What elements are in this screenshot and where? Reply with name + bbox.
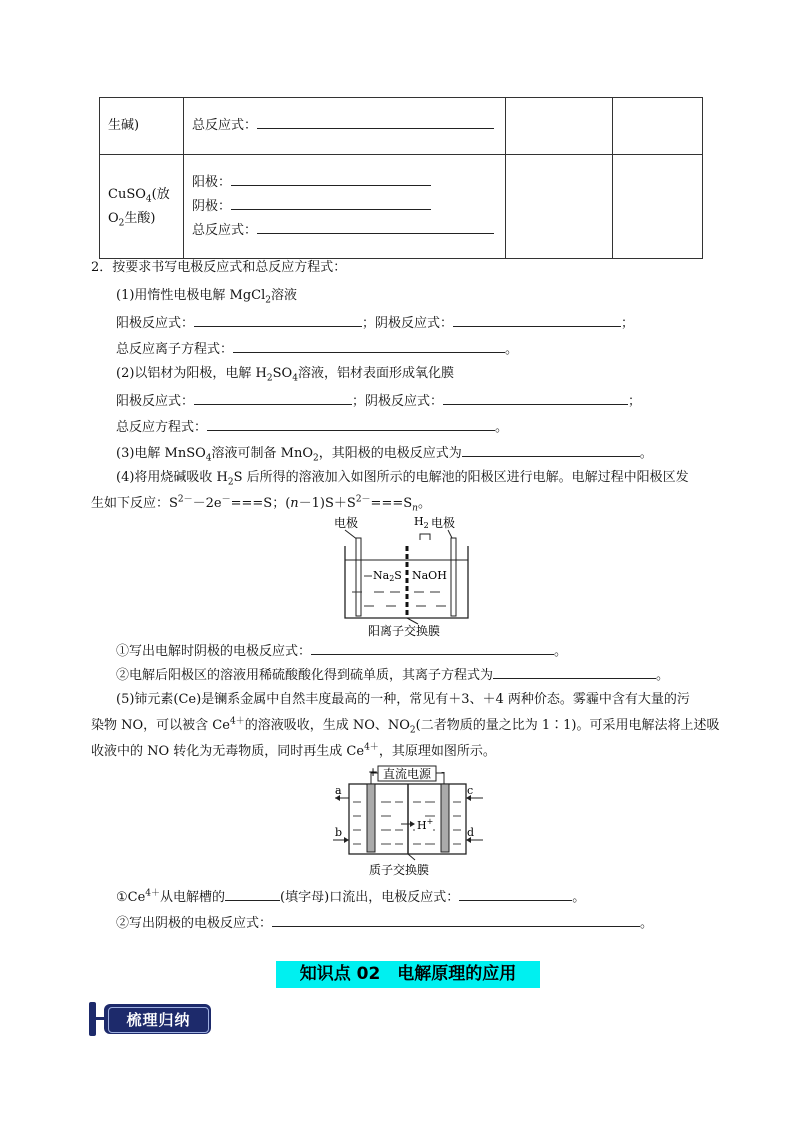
question-title: 2．按要求书写电极反应式和总反应方程式： [91, 260, 347, 275]
part2-electrodes [116, 390, 641, 412]
answer-blank[interactable] [257, 114, 494, 129]
text: S 后所得的溶液加入如图所示的电解池的阳极区进行电解。电解过程中阳极区发 [233, 470, 689, 485]
cathode-label: ；阴极反应式： [362, 316, 454, 331]
text: ①Ce [116, 890, 146, 905]
row1-col4 [613, 98, 703, 155]
sup: + [426, 817, 434, 826]
text: (二者物质的量之比为 1∶1)。可采用电解法将上述吸 [415, 718, 720, 733]
text: ===S [370, 496, 413, 511]
part4-line2 [91, 494, 431, 514]
part3 [116, 442, 653, 464]
answer-blank[interactable] [225, 886, 280, 901]
release-text: (放 [151, 186, 170, 202]
cathode-plate [441, 784, 449, 852]
part4-q2 [116, 664, 669, 686]
text: (3)电解 MnSO [116, 446, 206, 461]
part5-line3 [91, 742, 496, 762]
row1-col1: 生碱) [100, 98, 184, 155]
answer-blank[interactable] [231, 195, 431, 210]
text: H [417, 819, 427, 832]
text: 。 [572, 890, 586, 905]
text: (填字母)口流出，电极反应式： [280, 890, 460, 905]
dc-power-label: 直流电源 [383, 767, 432, 781]
text: 溶液 [271, 288, 298, 303]
text: 。 [639, 446, 653, 461]
plus-sign: + [368, 765, 379, 779]
answer-blank[interactable] [257, 219, 494, 234]
anode-label: 阳极反应式： [116, 316, 195, 331]
ionic-label: 总反应离子方程式： [116, 342, 234, 357]
text: 。 [417, 496, 431, 511]
sub: 4 [205, 453, 212, 464]
sup: 4＋ [364, 742, 379, 753]
electrode-right-label: 电极 [431, 516, 456, 530]
total-label: 总反应方程式： [116, 420, 208, 435]
banner-connector [96, 1017, 104, 1020]
row2-col4 [613, 155, 703, 259]
text: (4)将用烧碱吸收 H [116, 470, 228, 485]
text: ②电解后阳极区的溶液用稀硫酸酸化得到硫单质，其离子方程式为 [116, 668, 494, 683]
port-b-label: b [335, 826, 343, 839]
text: S [394, 569, 402, 582]
banner-bar [89, 1002, 96, 1036]
answer-blank[interactable] [231, 171, 431, 186]
text: H [414, 515, 424, 528]
banner-label: 梳理归纳 [108, 1007, 209, 1033]
text: 。 [495, 420, 509, 435]
text: (1)用惰性电极电解 MgCl [116, 288, 266, 303]
answer-blank[interactable] [443, 390, 628, 405]
text: 生如下反应：S [91, 496, 178, 511]
sup: 4＋ [145, 888, 161, 899]
text: n [290, 496, 299, 511]
leader [408, 854, 415, 860]
electrode-left-label: 电极 [334, 516, 359, 530]
table-row [100, 155, 703, 259]
part1-ionic [116, 338, 518, 360]
na2s-label [373, 569, 402, 583]
answer-blank[interactable] [272, 912, 640, 927]
answer-blank[interactable] [453, 312, 621, 327]
reaction-table [99, 97, 703, 259]
text: ===S；( [230, 496, 291, 511]
answer-blank[interactable] [459, 886, 572, 901]
part2-title [116, 364, 454, 384]
sup: 2－ [355, 494, 371, 505]
answer-blank[interactable] [311, 640, 554, 655]
electrode-right [451, 538, 456, 616]
text: ②写出阴极的电极反应式： [116, 916, 273, 931]
sub: 2 [423, 521, 429, 530]
membrane-label: 阳离子交换膜 [368, 624, 441, 638]
part1-electrodes [116, 312, 634, 334]
answer-blank[interactable] [233, 338, 505, 353]
table-row [100, 98, 703, 155]
o2-text: O [108, 210, 119, 226]
sub: 2 [118, 218, 125, 229]
text: 的溶液吸收，生成 NO、NO [244, 718, 410, 733]
electrode-left [356, 538, 361, 616]
text: 收液中的 NO 转化为无毒物质，同时再生成 Ce [91, 744, 365, 759]
sub: 2 [227, 477, 234, 488]
electrolysis-cell-diagram [330, 514, 480, 638]
summary-banner [89, 1002, 213, 1036]
sub: 4 [145, 194, 152, 205]
sup: 4＋ [229, 716, 245, 727]
text: (2)以铝材为阳极，电解 H [116, 366, 267, 381]
row2-col2 [184, 155, 506, 259]
gas-outlet [420, 534, 430, 540]
sub: 2 [313, 453, 319, 464]
part4-q1 [116, 640, 567, 662]
part5-line1: (5)铈元素(Ce)是镧系金属中自然丰度最高的一种，常见有＋3、＋4 两种价态。雾霾中含有大量的污 [116, 692, 690, 707]
row1-col2 [184, 98, 506, 155]
port-a-label: a [335, 784, 342, 797]
answer-blank[interactable] [493, 664, 656, 679]
part1-title [116, 286, 297, 306]
answer-blank[interactable] [462, 442, 640, 457]
part5-line2 [91, 716, 719, 736]
cuso4-text: CuSO [108, 186, 146, 202]
membrane-label: 质子交换膜 [369, 863, 430, 877]
text: ； [628, 394, 642, 409]
text: 溶液，铝材表面形成氧化膜 [297, 366, 454, 381]
port-c-label: c [467, 784, 474, 797]
text: 。 [554, 644, 568, 659]
sub: 2 [409, 725, 416, 736]
row2-col3 [506, 155, 613, 259]
row1-col3 [506, 98, 613, 155]
text: ，其阳极的电极反应式为 [318, 446, 462, 461]
text: ； [621, 316, 635, 331]
anode-label: 阳极反应式： [116, 394, 195, 409]
part5-q2 [116, 912, 653, 934]
anode-plate [367, 784, 375, 852]
sub: 2 [266, 373, 273, 384]
text: 染物 NO，可以被含 Ce [91, 718, 230, 733]
sub: n [412, 503, 418, 514]
text: 溶液可制备 MnO [211, 446, 314, 461]
text: SO [272, 366, 293, 381]
answer-blank[interactable] [194, 390, 352, 405]
text: －1)S＋S [298, 496, 356, 511]
sub: 4 [292, 373, 298, 384]
answer-blank[interactable] [207, 416, 495, 431]
section-heading: 知识点 02 电解原理的应用 [276, 961, 540, 988]
naoh-label: NaOH [412, 569, 447, 582]
anode-label: 阳极： [192, 174, 232, 190]
answer-blank[interactable] [194, 312, 362, 327]
part5-q1 [116, 886, 585, 908]
cathode-label: 阴极： [192, 198, 232, 214]
part4-line1 [116, 468, 689, 488]
text: 。 [505, 342, 519, 357]
sup: 2－ [177, 494, 193, 505]
row2-col1 [100, 155, 184, 259]
port-d-label: d [467, 826, 475, 839]
sub: 2 [265, 295, 272, 306]
text: ①写出电解时阴极的电极反应式： [116, 644, 312, 659]
h2-label [414, 515, 429, 530]
text: 。 [656, 668, 670, 683]
sub: 2 [389, 574, 395, 583]
minus-sign: - [441, 765, 446, 779]
acid-text: 生酸) [124, 210, 156, 226]
text: 。 [640, 916, 654, 931]
sup: － [221, 494, 231, 505]
part2-total [116, 416, 508, 438]
text: ，其原理如图所示。 [378, 744, 496, 759]
text: 从电解槽的 [160, 890, 226, 905]
text: －2e [192, 496, 222, 511]
row1-total-label: 总反应式： [192, 118, 258, 133]
text: Na [373, 569, 390, 582]
cerium-electrolysis-diagram [331, 764, 491, 878]
total-label: 总反应式： [192, 222, 258, 238]
cathode-label: ；阴极反应式： [352, 394, 444, 409]
arrowhead [344, 837, 349, 843]
